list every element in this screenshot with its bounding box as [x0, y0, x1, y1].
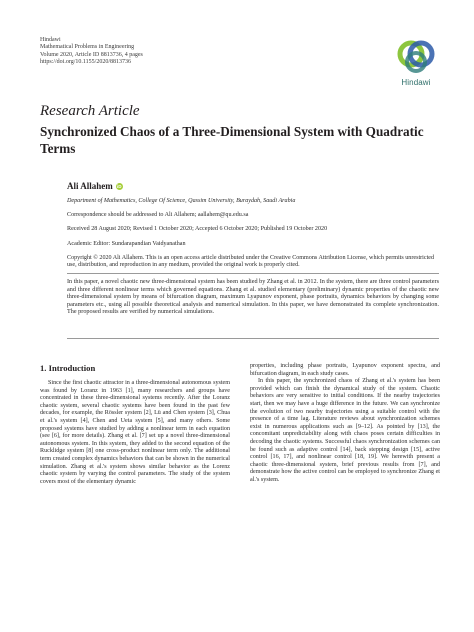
abstract-top-divider: [67, 273, 439, 274]
journal-volume: Volume 2020, Article ID 8813736, 4 pages: [40, 51, 143, 58]
author-line: [67, 181, 123, 191]
article-type: Research Article: [40, 103, 140, 119]
logo-wordmark: Hindawi: [401, 78, 431, 87]
correspondence: Correspondence should be addressed to Ali Allahem; aallahem@qu.edu.sa: [67, 212, 249, 218]
author-affiliation: Department of Mathematics, College Of Science, Qassim University, Buraydah, Saudi Arabia: [67, 198, 296, 204]
academic-editor: Academic Editor: Sundarapandian Vaidyanathan: [67, 241, 186, 247]
copyright-notice: Copyright © 2020 Ali Allahem. This is an open access article distributed under the Creative Commons Attribution License, which permits unrestricted use, distribution, and reproduction in any medium, provided the original work is properly cited.: [67, 255, 435, 269]
intro-right-column: [250, 363, 440, 485]
publisher-name: Hindawi: [40, 37, 61, 43]
abstract: In this paper, a novel chaotic new three-dimensional system has been studied by Zhang et al. in 2012. In the system, there are three control parameters and three different nonlinear terms which governed equations. Zhang et al. studied elementary (preliminary) dynamic properties of the chaotic new three-dimensional system by means of bifurcation diagram, maximum Lyapunov exponent, phase portraits, dynamics behaviors by changing some parameters etc., using all possible theoretical analysis and numerical simulation. In this paper, we have demonstrated its complete synchronization. The proposed results are verified by numerical simulations.: [67, 278, 439, 316]
article-title: Synchronized Chaos of a Three-Dimensional System with Quadratic Terms: [40, 124, 424, 156]
journal-doi[interactable]: https://doi.org/10.1155/2020/8813736: [40, 59, 132, 66]
intro-left-column: [40, 380, 230, 486]
abstract-bottom-divider: [67, 338, 439, 339]
journal-name: Mathematical Problems in Engineering: [40, 44, 135, 51]
article-dates: Received 28 August 2020; Revised 1 October 2020; Accepted 6 October 2020; Published 19 October 2020: [67, 226, 328, 232]
orcid-label: iD: [117, 183, 122, 189]
intro-paragraph-2: In this paper, the synchronized chaos of Zhang et al.'s system has been provided which can finish the dynamical study of the system. Chaotic behaviors are very sensitive to initial conditions. If the nearby trajectories start, then we may have a huge difference in the future. We can synchronize the evolution of two nearby trajectories using a suitable control with the presence of a time lag. Literature reviews about synchronization schemes exist in numerous applications such as [9–12]. As pointed by [13], the concomitant unpredictability along with chaos poses certain difficulties in decoding the chaotic systems. Successful chaos synchronization schemes can be found such as adaptive control [14], back stepping design [15], active control [16, 17], and nonlinear control [18, 19]. We herewith present a chaotic three-dimensional system, brief previous results from [7], and demonstrate how the active control can be employed to synchronize Zhang et al.'s system.: [250, 378, 440, 483]
intro-paragraph-1: Since the first chaotic attractor in a three-dimensional autonomous system was found by Loranz in 1963 [1], many researchers and groups have concentrated in these three-dimensional systems recently. After the Loranz chaotic system, several chaotic systems have been found in the past few decades, for example, the Rössler system [2], Lü and Chen system [3], Chua et al.'s system [4], Chen and Ueta system [5], and many others. Some proposed systems have studied by adding a nonlinear term in each equation (see [6], for more details). Zhang et al. [7] set up a novel three-dimensional autonomous system. In this system, they added to the second equation of the Rucklidge system [8] one cross-product nonlinear term only. The additional term created complex dynamics behaviors that can be shown in the numerical simulation. Zhang et al.'s system shows similar behavior as the Lorenz chaotic system by varying the control parameters. The study of the system covers most of the elementary dynamic: [40, 380, 230, 485]
author-name[interactable]: Ali Allahem: [67, 181, 113, 191]
journal-info: [40, 37, 143, 67]
hindawi-logo-icon[interactable]: [396, 37, 436, 77]
section-heading-introduction: 1. Introduction: [40, 363, 96, 373]
orcid-icon[interactable]: [116, 183, 123, 190]
intro-paragraph-1-continued: properties, including phase portraits, Lyapunov exponent spectra, and bifurcation diagram, in each study cases.: [250, 363, 440, 377]
